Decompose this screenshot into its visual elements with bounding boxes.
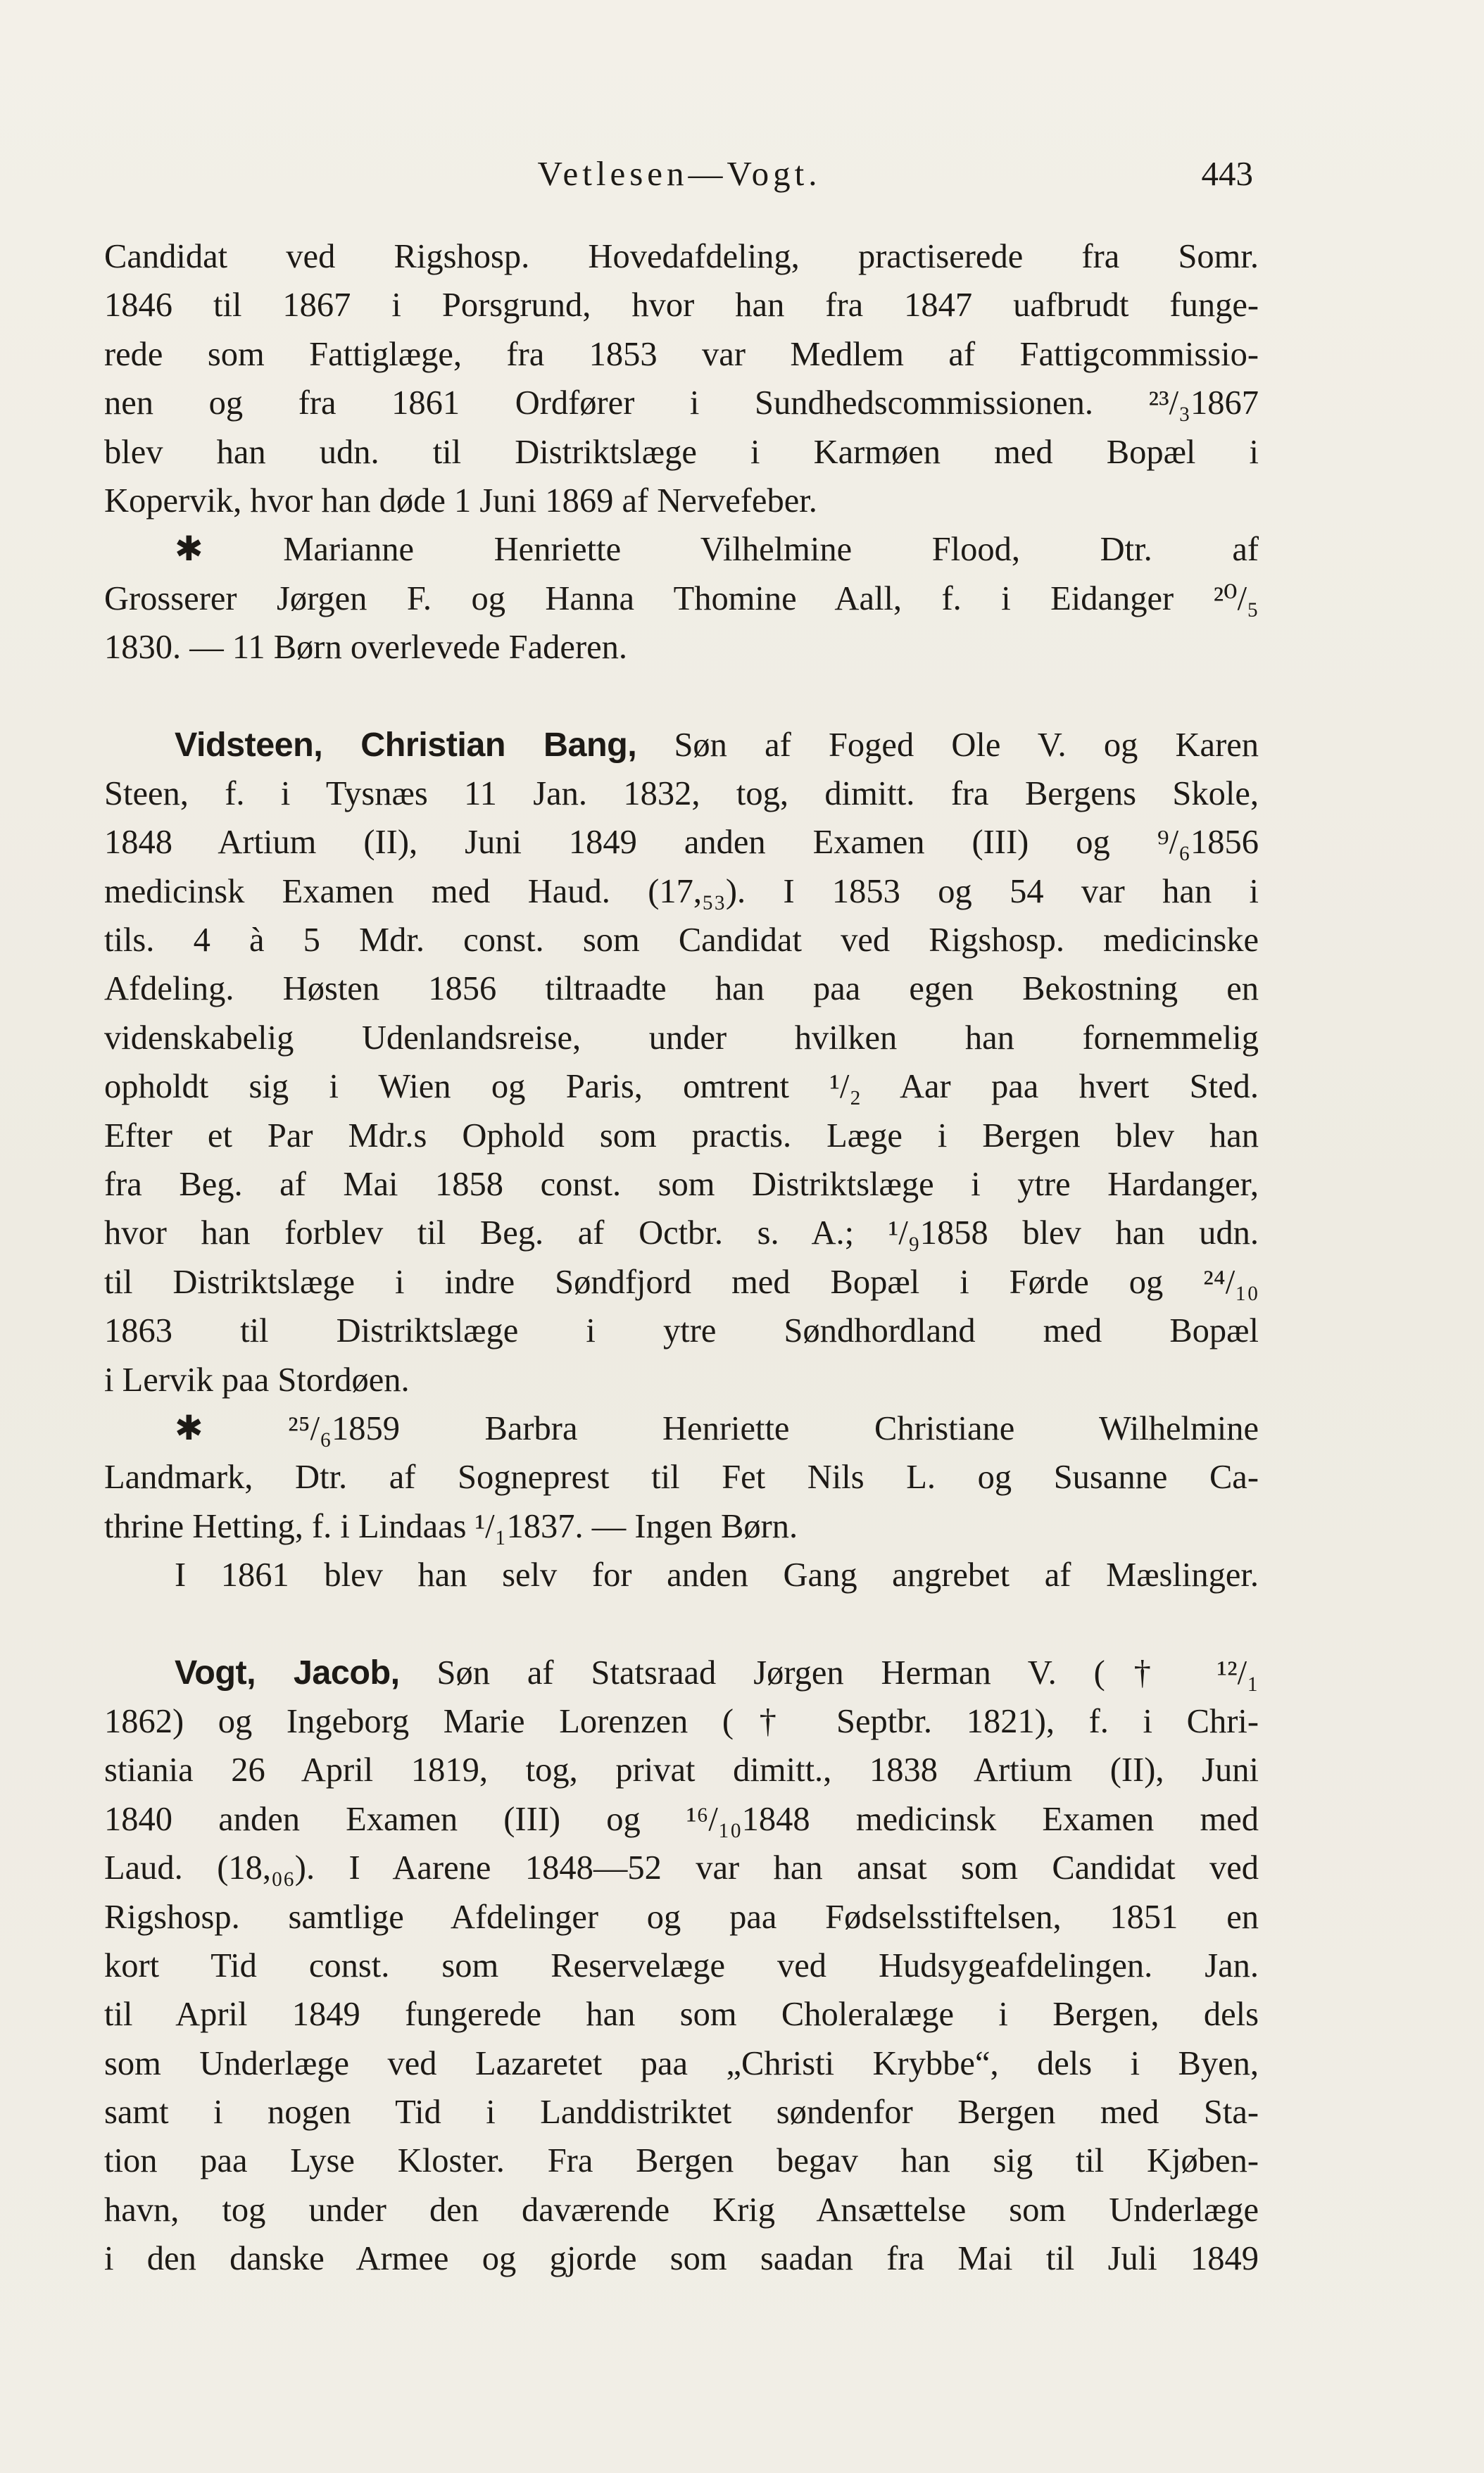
text-line: thrine Hetting, f. i Lindaas ¹/₁1837. — Ingen Børn. <box>104 1507 798 1545</box>
entry-vidsteen <box>104 721 1259 1600</box>
text-line: medicinsk Examen med Haud. (17,₅₃). I 1853 og 54 var han i <box>104 872 1259 910</box>
running-title: Vetlesen—Vogt. <box>537 154 822 193</box>
text-line: i den danske Armee og gjorde som saadan fra Mai til Juli 1849 <box>104 2240 1259 2278</box>
entry-first-line <box>104 1649 1259 1697</box>
text-line: blev han udn. til Distriktslæge i Karmøen med Bopæl i <box>104 433 1259 471</box>
text-line: tion paa Lyse Kloster. Fra Bergen begav han sig til Kjøben- <box>104 2142 1259 2180</box>
text-line: rede som Fattiglæge, fra 1853 var Medlem af Fattigcommissio- <box>104 335 1259 373</box>
entry-name: Vidsteen, Christian Bang, <box>175 725 637 764</box>
body-text <box>104 232 1259 2284</box>
entry-vogt <box>104 1649 1259 2284</box>
text-line: stiania 26 April 1819, tog, privat dimitt., 1838 Artium (II), Juni <box>104 1751 1259 1789</box>
text-line: opholdt sig i Wien og Paris, omtrent ¹/₂ Aar paa hvert Sted. <box>104 1068 1259 1106</box>
text-line: havn, tog under den daværende Krig Ansættelse som Underlæge <box>104 2191 1259 2229</box>
text-line: Steen, f. i Tysnæs 11 Jan. 1832, tog, dimitt. fra Bergens Skole, <box>104 774 1259 812</box>
text-line: i Lervik paa Stordøen. <box>104 1361 410 1399</box>
text-line: kort Tid const. som Reservelæge ved Hudsygeafdelingen. Jan. <box>104 1946 1259 1984</box>
text-line: til April 1849 fungerede han som Choleralæge i Bergen, dels <box>104 1996 1259 2034</box>
text-line: 1863 til Distriktslæge i ytre Søndhordland med Bopæl <box>104 1312 1259 1350</box>
text-line: Afdeling. Høsten 1856 tiltraadte han paa egen Bekostning en <box>104 970 1259 1008</box>
entry-first-line <box>104 721 1259 769</box>
entry-first-line-text: Søn af Statsraad Jørgen Herman V. († ¹²/₁ <box>436 1654 1259 1692</box>
text-line: 1830. — 11 Børn overlevede Faderen. <box>104 629 628 667</box>
text-line: videnskabelig Udenlandsreise, under hvilken han fornemmelig <box>104 1019 1259 1057</box>
entry-name: Vogt, Jacob, <box>175 1653 400 1692</box>
text-line: Efter et Par Mdr.s Ophold som practis. Læge i Bergen blev han <box>104 1116 1259 1154</box>
entry-vetlesen-continuation <box>104 232 1259 672</box>
text-line: fra Beg. af Mai 1858 const. som Distriktslæge i ytre Hardanger, <box>104 1166 1259 1204</box>
spouse-line: ✱ Marianne Henriette Vilhelmine Flood, Dtr. af <box>175 531 1259 569</box>
text-line: Grosserer Jørgen F. og Hanna Thomine Aall, f. i Eidanger ²⁰/₅ <box>104 579 1259 617</box>
text-line: Landmark, Dtr. af Sogneprest til Fet Nils L. og Susanne Ca- <box>104 1459 1259 1497</box>
spouse-line: ✱ ²⁵/₆1859 Barbra Henriette Christiane Wilhelmine <box>175 1409 1259 1447</box>
entry-separator <box>104 672 1259 721</box>
entry-first-line-text: Søn af Foged Ole V. og Karen <box>674 726 1259 764</box>
text-line: Rigshosp. samtlige Afdelinger og paa Fødselsstiftelsen, 1851 en <box>104 1898 1259 1936</box>
text-line: samt i nogen Tid i Landdistriktet søndenfor Bergen med Sta- <box>104 2094 1259 2132</box>
text-line: 1846 til 1867 i Porsgrund, hvor han fra 1847 uafbrudt funge- <box>104 287 1259 325</box>
text-line: 1848 Artium (II), Juni 1849 anden Examen (III) og ⁹/₆1856 <box>104 824 1259 862</box>
text-line: Candidat ved Rigshosp. Hovedafdeling, practiserede fra Somr. <box>104 238 1259 275</box>
text-line: nen og fra 1861 Ordfører i Sundhedscommissionen. ²³/₃1867 <box>104 384 1259 422</box>
page-number: 443 <box>1201 154 1253 193</box>
text-line: hvor han forblev til Beg. af Octbr. s. A.; ¹/₉1858 blev han udn. <box>104 1214 1259 1252</box>
text-line: 1862) og Ingeborg Marie Lorenzen († Septbr. 1821), f. i Chri- <box>104 1702 1259 1740</box>
text-line: Kopervik, hvor han døde 1 Juni 1869 af Nervefeber. <box>104 482 817 520</box>
text-line: tils. 4 à 5 Mdr. const. som Candidat ved Rigshosp. medicinske <box>104 921 1259 959</box>
text-line: til Distriktslæge i indre Søndfjord med Bopæl i Førde og ²⁴/₁₀ <box>104 1263 1259 1301</box>
text-line: som Underlæge ved Lazaretet paa „Christi Krybbe“, dels i Byen, <box>104 2044 1259 2082</box>
text-line: I 1861 blev han selv for anden Gang angrebet af Mæslinger. <box>175 1556 1259 1594</box>
text-line: Laud. (18,₀₆). I Aarene 1848—52 var han ansat som Candidat ved <box>104 1849 1259 1887</box>
page-header <box>106 153 1253 203</box>
text-line: 1840 anden Examen (III) og ¹⁶/₁₀1848 medicinsk Examen med <box>104 1800 1259 1838</box>
entry-separator <box>104 1600 1259 1649</box>
